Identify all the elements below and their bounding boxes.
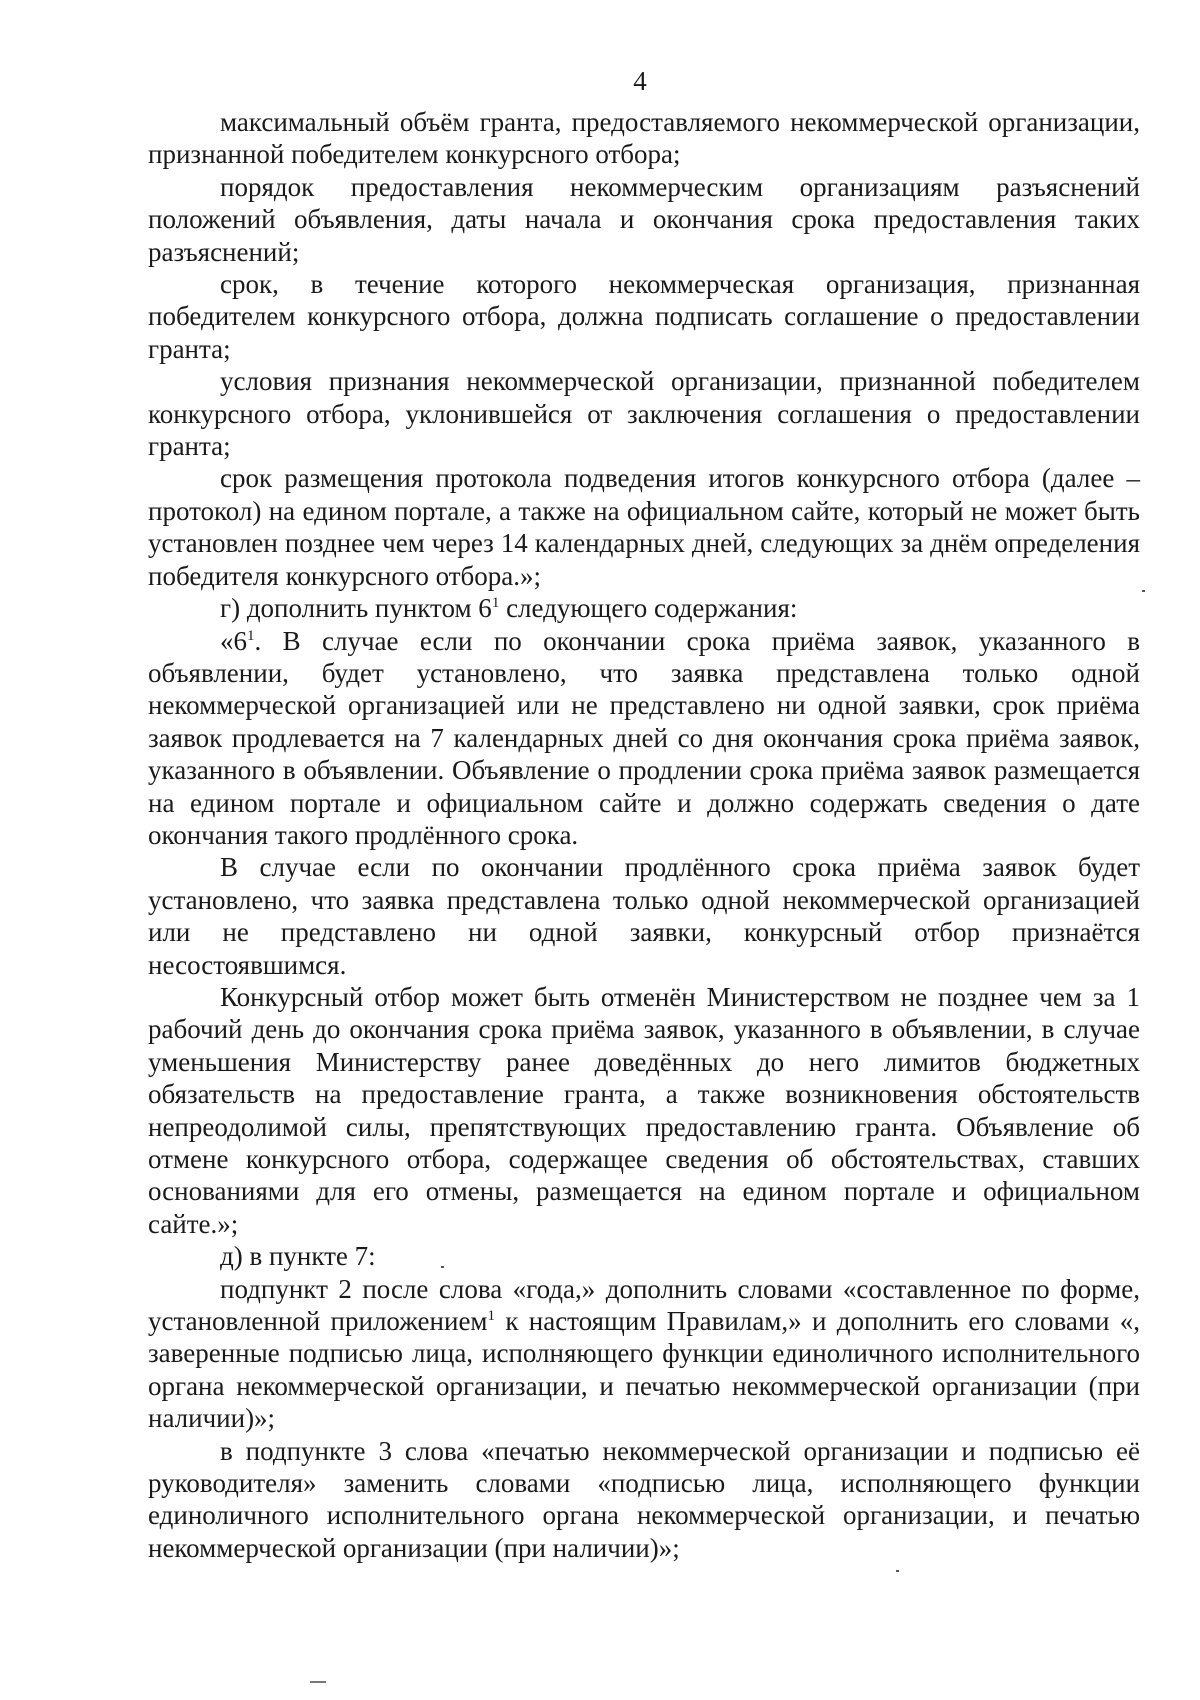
scan-speck (896, 1570, 899, 1572)
paragraph-text: Конкурсный отбор может быть отменён Министерством не позднее чем за 1 рабочий день до окончания срока приёма заявок, указанного в объявлении, в случае уменьшения Министерству ранее доведённых до него лимитов бюджетных обязательств на предоставление гранта, а также возникновения обстоятельств непреодолимой силы, препятствующих предоставлению гранта. Объявление об отмене конкурсного отбора, содержащее сведения об обстоятельствах, ставших основаниями для его отмены, размещается на едином портале и официальном сайте.»; (148, 981, 1140, 1239)
paragraph-text: к настоящим Правилам,» и дополнить его словами «, заверенные подписью лица, исполняющего функции единоличного исполнительного органа некоммерческой организации, и печатью некоммерческой организации (при наличии)»; (148, 1306, 1140, 1434)
paragraph (148, 1435, 1140, 1565)
paragraph-text: в подпункте 3 слова «печатью некоммерческой организации и подписью её руководителя» заменить словами «подписью лица, исполняющего функции единоличного исполнительного органа некоммерческой организации, и печатью некоммерческой организации (при наличии)»; (148, 1435, 1140, 1563)
paragraph-text: «6 (220, 625, 247, 656)
paragraph (148, 1240, 1140, 1272)
paragraph (148, 851, 1140, 981)
paragraph-text: . В случае если по окончании срока приёма заявок, указанного в объявлении, будет установлено, что заявка представлена только одной некоммерческой организацией или не представлено ни одной заявки, срок приёма заявок продлевается на 7 календарных дней со дня окончания срока приёма заявок, указанного в объявлении. Объявление о продлении срока приёма заявок размещается на едином портале и официальном сайте и должно содержать сведения о дате окончания такого продлённого срока. (148, 625, 1140, 850)
paragraph-text: срок, в течение которого некоммерческая организация, признанная победителем конкурсного отбора, должна подписать соглашение о предоставлении гранта; (148, 269, 1140, 364)
paragraph-text: порядок предоставления некоммерческим организациям разъяснений положений объявления, даты начала и окончания срока предоставления таких разъяснений; (148, 171, 1140, 267)
paragraph (148, 592, 1140, 624)
paragraph-text: д) в пункте 7: (220, 1241, 376, 1272)
paragraph-text: подпункт 2 после слова «года,» дополнить словами «составленное по форме, установленной приложением (148, 1273, 1140, 1337)
paragraph (148, 106, 1140, 171)
paragraph (148, 462, 1140, 592)
paragraph (148, 981, 1140, 1240)
paragraph-text: г) дополнить пунктом 6 (220, 593, 492, 624)
paragraph (148, 171, 1140, 268)
page-number: 4 (633, 66, 647, 96)
paragraph-text: срок размещения протокола подведения итогов конкурсного отбора (далее – протокол) на едином портале, а также на официальном сайте, который не может быть установлен позднее чем через 14 календарных дней, следующих за днём определения победителя конкурсного отбора.»; (148, 463, 1140, 591)
paragraph (148, 268, 1140, 365)
paragraph (148, 1273, 1140, 1435)
scan-speck (441, 1266, 444, 1268)
paragraph-text: максимальный объём гранта, предоставляемого некоммерческой организации, признанной победителем конкурсного отбора; (148, 107, 1140, 170)
scan-speck (310, 1681, 326, 1683)
paragraph-text: условия признания некоммерческой организации, признанной победителем конкурсного отбора, уклонившейся от заключения соглашения о предоставлении гранта; (148, 366, 1140, 462)
superscript: 1 (247, 627, 255, 644)
scan-speck (1142, 590, 1145, 592)
superscript: 1 (491, 595, 500, 612)
paragraph (148, 625, 1140, 852)
paragraph-text: следующего содержания: (499, 593, 798, 624)
superscript: 1 (487, 1308, 496, 1325)
paragraph-text: В случае если по окончании продлённого срока приёма заявок будет установлено, что заявка представлена только одной некоммерческой организацией или не представлено ни одной заявки, конкурсный отбор признаётся несостоявшимся. (148, 852, 1140, 980)
document-body (148, 106, 1140, 1564)
paragraph (148, 365, 1140, 462)
